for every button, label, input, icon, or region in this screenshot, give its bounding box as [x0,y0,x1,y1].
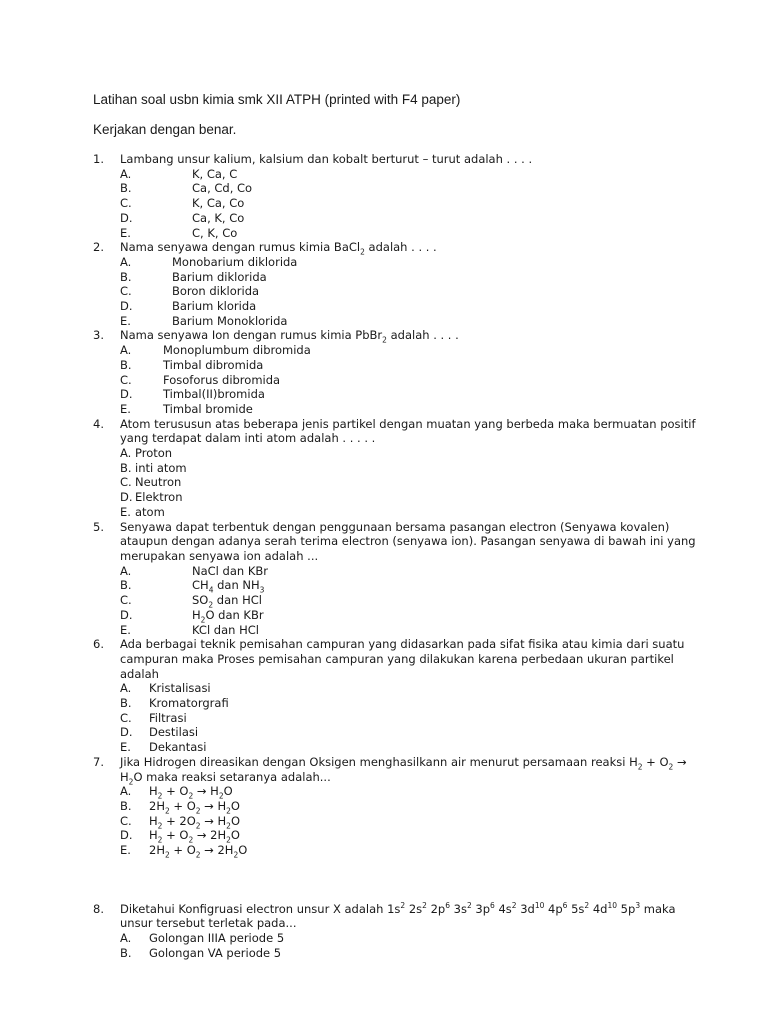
option-b: B. Golongan VA periode 5 [120,945,282,960]
option-b: B. Timbal dibromida [120,357,264,372]
question-text: Atom terususun atas beberapa jenis partikel dengan muatan yang berbeda maka bermuatan positif yang terdapat dalam inti atom adalah . . . . . [120,416,696,446]
question-text: Jika Hidrogen direasikan dengan Oksigen menghasilkann air menurut persamaan reaksi $H_2 + O_2 \to H_2O$ maka reaksi setaranya adalah... [120,754,687,786]
option-b: B. $2H_2 + O_2 \to H_2O$ [120,798,240,816]
option-b: B. Kromatorgrafi [120,696,229,711]
option-b: B. Ca, Cd, Co [120,181,253,196]
option-e: E. KCl dan HCl [120,622,259,637]
option-d: D. Barium klorida [120,299,257,314]
option-e: E. $2H_2 + O_2 \to 2H_2O$ [120,843,248,860]
question-3 [93,328,703,343]
question-text: Ada berbagai teknik pemisahan campuran yang didasarkan pada sifat fisika atau kimia dari suatu campuran maka Proses pemisahan campuran yang dilakukan karena perbedaan ukuran partikel adalah [120,637,685,681]
question-text: Senyawa dapat terbentuk dengan penggunaan bersama pasangan electron (Senyawa kovalen) ataupun dengan adanya serah terima electron (senyawa ion). Pasangan senyawa di bawah ini yang merupakan senyawa ion adalah ... [120,519,696,563]
spacer [93,858,703,902]
question-number: 7. [93,754,104,769]
question-number: 1. [93,152,104,166]
option-c: C. Filtrasi [120,710,187,725]
question-1 [93,152,703,167]
option-a: A. Monobarium diklorida [120,254,298,269]
option-a: A. Kristalisasi [120,681,211,696]
option-e: E. Dekantasi [120,740,207,755]
option-a: A. NaCl dan KBr [120,563,268,578]
question-number: 4. [93,416,104,431]
question-4 [93,417,703,446]
option-c: C. Fosoforus dibromida [120,372,281,387]
option-a: A. Proton [120,446,173,461]
question-7 [93,755,703,784]
question-5 [93,520,703,564]
option-d: D. Destilasi [120,725,199,740]
option-d: D. Ca, K, Co [120,210,245,225]
option-c: C. $SO_2$ dan HCl [120,593,262,610]
option-c: C. Boron diklorida [120,284,260,299]
question-8 [93,902,703,931]
option-d: D. Elektron [120,490,183,505]
question-text: Nama senyawa Ion dengan rumus kimia PbBr$_2$ adalah . . . . [120,328,459,345]
question-text: Diketahui Konfigruasi electron unsur X adalah $1s^2$ $2s^2$ $2p^6$ $3s^2$ $3p^6$ $4s^2$ $3d^{10}$ $4p^6$ $5s^2$ $4d^{10}$ $5p^3$ maka unsur tersebut terletak pada... [120,900,676,931]
question-text: Nama senyawa dengan rumus kimia BaCl$_2$ adalah . . . . [120,240,437,257]
option-c: C. K, Ca, Co [120,196,245,211]
option-a: A. Monoplumbum dibromida [120,343,311,358]
question-6 [93,637,703,681]
question-text: Lambang unsur kalium, kalsium dan kobalt berturut – turut adalah . . . . [120,152,533,166]
option-b: B. inti atom [120,460,187,475]
option-a: A. Golongan IIIA periode 5 [120,931,285,946]
option-b: B. $CH_4$ dan $NH_3$ [120,578,265,595]
option-c: C. Neutron [120,475,182,490]
question-number: 8. [93,901,104,916]
option-b: B. Barium diklorida [120,269,267,284]
question-number: 3. [93,328,104,343]
option-e: E. atom [120,504,165,519]
option-d: D. Timbal(II)bromida [120,387,265,402]
question-list [93,152,703,961]
question-2 [93,240,703,255]
option-d: D. $H_2 + O_2 \to 2H_2O$ [120,828,240,845]
option-e: E. Timbal bromide [120,401,253,416]
option-e: E. Barium Monoklorida [120,313,288,328]
option-e: E. C, K, Co [120,225,238,240]
document-title: Latihan soal usbn kimia smk XII ATPH (printed with F4 paper) [93,92,461,107]
question-number: 5. [93,519,104,534]
instruction-text: Kerjakan dengan benar. [93,122,237,137]
question-number: 6. [93,637,104,652]
option-a: A. K, Ca, C [120,166,238,181]
option-d: D. $H_2O$ dan KBr [120,607,264,625]
question-number: 2. [93,240,104,255]
option-c: C. $H_2 + 2O_2 \to H_2O$ [120,813,240,830]
option-a: A. $H_2 + O_2 \to H_2O$ [120,784,233,801]
